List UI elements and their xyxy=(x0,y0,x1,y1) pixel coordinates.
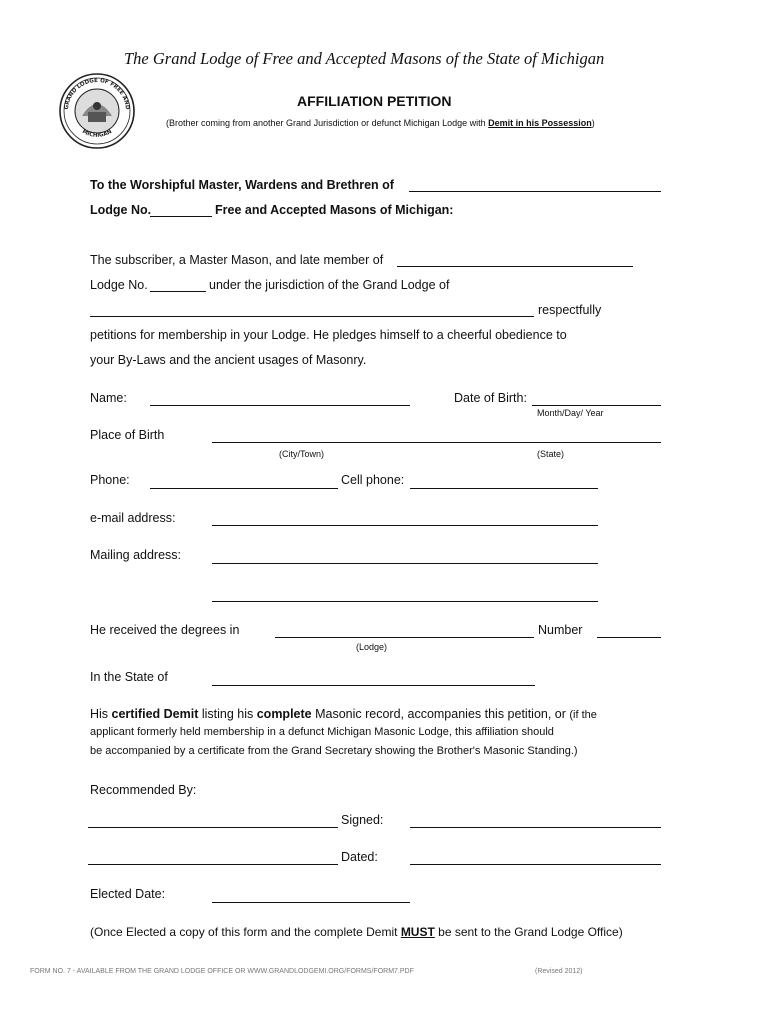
email-field[interactable] xyxy=(212,525,598,526)
demit-certified: certified Demit xyxy=(111,707,199,721)
demit-line-3: be accompanied by a certificate from the Grand Secretary showing the Brother's Masonic Standing.) xyxy=(90,745,578,757)
notice-prefix: (Once Elected a copy of this form and the complete Demit xyxy=(90,925,401,939)
state-hint: (State) xyxy=(537,449,565,459)
recommended-by-field-2[interactable] xyxy=(88,864,338,865)
petition-text: petitions for membership in your Lodge. He pledges himself to a cheerful obedience to xyxy=(90,328,567,342)
number-field[interactable] xyxy=(597,637,661,638)
footer-form-info: FORM NO. 7 - AVAILABLE FROM THE GRAND LODGE OFFICE OR WWW.GRANDLODGEMI.ORG/FORMS/FORM7.PDF xyxy=(30,968,414,975)
jurisdiction-text: under the jurisdiction of the Grand Lodge of xyxy=(209,278,450,292)
grand-lodge-field[interactable] xyxy=(90,316,534,317)
place-of-birth-field[interactable] xyxy=(212,442,661,443)
city-town-hint: (City/Town) xyxy=(279,449,325,459)
cell-phone-label: Cell phone: xyxy=(341,473,405,487)
demit-rest: Masonic record, accompanies this petition, or xyxy=(311,707,570,721)
subtitle-prefix: (Brother coming from another Grand Jurisdiction or defunct Michigan Lodge with xyxy=(166,118,489,128)
subtitle-emphasis: Demit in his Possession xyxy=(488,118,592,128)
grand-lodge-seal-icon xyxy=(58,72,136,150)
signed-field[interactable] xyxy=(410,827,661,828)
place-of-birth-label: Place of Birth xyxy=(90,428,165,442)
former-lodge-no-label: Lodge No. xyxy=(90,278,148,292)
name-field[interactable] xyxy=(150,405,410,406)
elected-date-label: Elected Date: xyxy=(90,887,166,901)
demit-line-1 xyxy=(90,708,597,721)
dob-label: Date of Birth: xyxy=(454,391,527,405)
dated-label: Dated: xyxy=(341,850,378,864)
recommended-by-field-1[interactable] xyxy=(88,827,338,828)
document-title: The Grand Lodge of Free and Accepted Masons of the State of Michigan xyxy=(124,49,605,68)
recommended-by-label: Recommended By: xyxy=(90,783,197,797)
subtitle-suffix: ) xyxy=(591,118,595,128)
notice-suffix: be sent to the Grand Lodge Office) xyxy=(434,925,623,939)
former-lodge-no-field[interactable] xyxy=(150,291,206,292)
email-label: e-mail address: xyxy=(90,511,176,525)
dated-field[interactable] xyxy=(410,864,661,865)
in-state-field[interactable] xyxy=(212,685,535,686)
mailing-address-field-1[interactable] xyxy=(212,563,598,564)
demit-his: His xyxy=(90,707,112,721)
cell-phone-field[interactable] xyxy=(410,488,598,489)
dob-hint: Month/Day/ Year xyxy=(537,408,604,418)
late-member-lodge-field[interactable] xyxy=(397,266,633,267)
number-label: Number xyxy=(538,623,583,637)
form-title: AFFILIATION PETITION xyxy=(297,93,452,109)
degrees-lodge-field[interactable] xyxy=(275,637,534,638)
notice-must: MUST xyxy=(400,925,435,939)
signed-label: Signed: xyxy=(341,813,384,827)
footer-revised: (Revised 2012) xyxy=(535,968,583,975)
bylaws-text: your By-Laws and the ancient usages of Masonry. xyxy=(90,353,367,367)
in-state-label: In the State of xyxy=(90,670,168,684)
demit-complete: complete xyxy=(256,707,312,721)
demit-listing: listing his xyxy=(198,707,257,721)
phone-field[interactable] xyxy=(150,488,338,489)
elected-date-field[interactable] xyxy=(212,902,410,903)
mailing-address-label: Mailing address: xyxy=(90,548,182,562)
name-label: Name: xyxy=(90,391,127,405)
lodge-no-label: Lodge No. xyxy=(90,203,152,217)
degrees-label: He received the degrees in xyxy=(90,623,240,637)
demit-line-2: applicant formerly held membership in a defunct Michigan Masonic Lodge, this affiliation should xyxy=(90,726,554,738)
lodge-hint: (Lodge) xyxy=(356,642,388,652)
lodge-name-field[interactable] xyxy=(409,191,661,192)
seal-bottom-text: MICHIGAN xyxy=(81,128,113,139)
mailing-address-field-2[interactable] xyxy=(212,601,598,602)
free-accepted-label: Free and Accepted Masons of Michigan: xyxy=(215,203,454,217)
phone-label: Phone: xyxy=(90,473,130,487)
dob-field[interactable] xyxy=(532,405,661,406)
submission-notice xyxy=(90,926,623,938)
form-subtitle xyxy=(166,119,595,128)
seal-top-text: GRAND LODGE OF FREE AND xyxy=(63,77,131,110)
respectfully-text: respectfully xyxy=(538,303,602,317)
demit-paren-start: (if the xyxy=(569,709,597,721)
address-line: To the Worshipful Master, Wardens and Brethren of xyxy=(90,178,394,192)
lodge-no-field[interactable] xyxy=(150,216,212,217)
subscriber-text: The subscriber, a Master Mason, and late member of xyxy=(90,253,384,267)
